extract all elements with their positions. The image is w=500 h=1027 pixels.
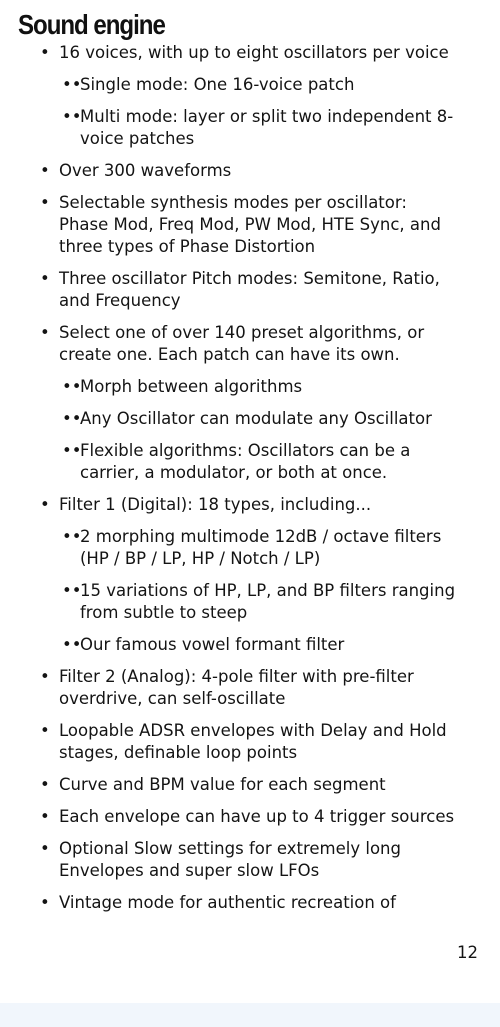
list-item-text: Vintage mode for authentic recreation of bbox=[59, 893, 396, 912]
page-number: 12 bbox=[457, 943, 478, 962]
sub-list-item bbox=[0, 408, 470, 430]
list-item bbox=[0, 192, 459, 258]
list-item-text: Multi mode: layer or split two independent 8-voice patches bbox=[80, 107, 454, 148]
list-item-text: 16 voices, with up to eight oscillators per voice bbox=[59, 43, 449, 62]
bullet-icon: • bbox=[40, 43, 50, 62]
sub-list-item bbox=[0, 580, 470, 624]
double-bullet-icon: •• bbox=[62, 75, 82, 94]
list-item bbox=[0, 666, 459, 710]
list-item-text: Each envelope can have up to 4 trigger sources bbox=[59, 807, 455, 826]
list-item bbox=[0, 322, 459, 366]
list-item bbox=[0, 494, 459, 516]
list-item bbox=[0, 892, 459, 914]
bullet-icon: • bbox=[40, 839, 50, 858]
list-item bbox=[0, 774, 459, 796]
list-item-text: 2 morphing multimode 12dB / octave filters (HP / BP / LP, HP / Notch / LP) bbox=[80, 527, 442, 568]
double-bullet-icon: •• bbox=[62, 409, 82, 428]
list-item-text: Filter 1 (Digital): 18 types, including... bbox=[59, 495, 372, 514]
sub-list-item bbox=[0, 74, 470, 96]
double-bullet-icon: •• bbox=[62, 107, 82, 126]
list-item-text: Single mode: One 16-voice patch bbox=[80, 75, 355, 94]
list-item bbox=[0, 720, 459, 764]
list-item bbox=[0, 42, 459, 64]
bullet-icon: • bbox=[40, 323, 50, 342]
bullet-icon: • bbox=[40, 893, 50, 912]
sub-list-item bbox=[0, 526, 470, 570]
double-bullet-icon: •• bbox=[62, 581, 82, 600]
list-item-text: Curve and BPM value for each segment bbox=[59, 775, 386, 794]
double-bullet-icon: •• bbox=[62, 441, 82, 460]
sub-list-item bbox=[0, 440, 470, 484]
list-item bbox=[0, 806, 459, 828]
bullet-icon: • bbox=[40, 161, 50, 180]
list-item bbox=[0, 838, 459, 882]
section-heading: Sound engine bbox=[18, 9, 165, 40]
bullet-icon: • bbox=[40, 193, 50, 212]
double-bullet-icon: •• bbox=[62, 635, 82, 654]
list-item-text: Select one of over 140 preset algorithms, or create one. Each patch can have its own. bbox=[59, 323, 425, 364]
list-item bbox=[0, 268, 459, 312]
list-item-text: Three oscillator Pitch modes: Semitone, Ratio, and Frequency bbox=[59, 269, 440, 310]
double-bullet-icon: •• bbox=[62, 527, 82, 546]
bullet-icon: • bbox=[40, 721, 50, 740]
list-item-text: 15 variations of HP, LP, and BP filters ranging from subtle to steep bbox=[80, 581, 456, 622]
list-item-text: Flexible algorithms: Oscillators can be a carrier, a modulator, or both at once. bbox=[80, 441, 411, 482]
list-item-text: Optional Slow settings for extremely long Envelopes and super slow LFOs bbox=[59, 839, 401, 880]
bullet-icon: • bbox=[40, 269, 50, 288]
viewer-background-band bbox=[0, 1003, 500, 1027]
feature-list bbox=[0, 42, 500, 924]
list-item-text: Loopable ADSR envelopes with Delay and Hold stages, definable loop points bbox=[59, 721, 447, 762]
list-item-text: Filter 2 (Analog): 4-pole filter with pre-filter overdrive, can self-oscillate bbox=[59, 667, 414, 708]
list-item-text: Morph between algorithms bbox=[80, 377, 303, 396]
list-item-text: Our famous vowel formant filter bbox=[80, 635, 345, 654]
double-bullet-icon: •• bbox=[62, 377, 82, 396]
sub-list-item bbox=[0, 376, 470, 398]
list-item-text: Any Oscillator can modulate any Oscillator bbox=[80, 409, 432, 428]
list-item bbox=[0, 160, 459, 182]
bullet-icon: • bbox=[40, 807, 50, 826]
list-item-text: Over 300 waveforms bbox=[59, 161, 232, 180]
list-item-text: Selectable synthesis modes per oscillator: Phase Mod, Freq Mod, PW Mod, HTE Sync, and three types of Phase Distortion bbox=[59, 193, 441, 256]
sub-list-item bbox=[0, 106, 470, 150]
sub-list-item bbox=[0, 634, 470, 656]
bullet-icon: • bbox=[40, 495, 50, 514]
bullet-icon: • bbox=[40, 775, 50, 794]
bullet-icon: • bbox=[40, 667, 50, 686]
